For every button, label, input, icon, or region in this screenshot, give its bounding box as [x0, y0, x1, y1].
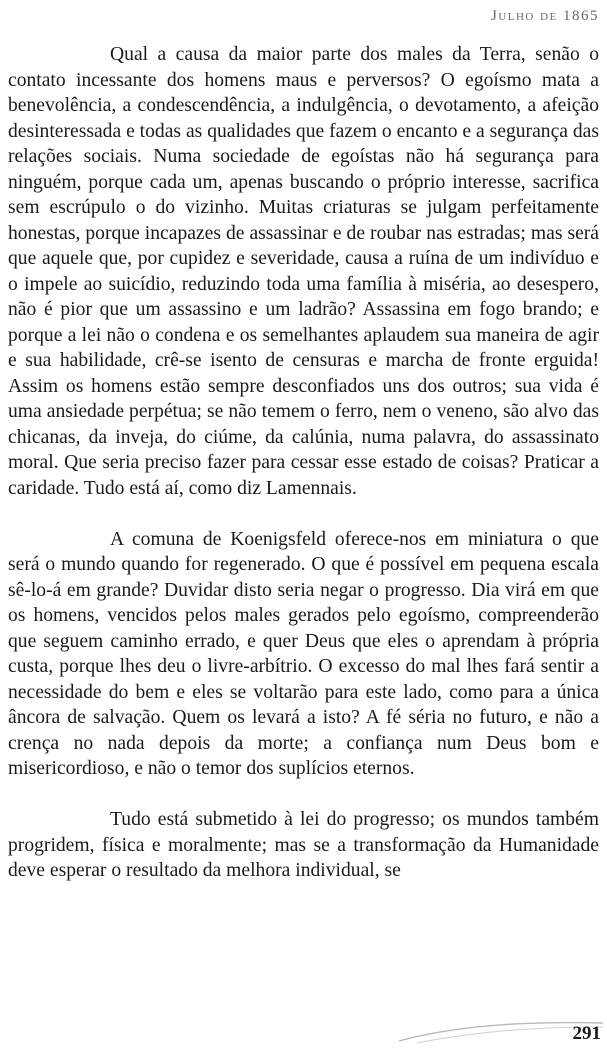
paragraph: A comuna de Koenigsfeld oferece-nos em miniatura o que será o mundo quando for regenerado. O que é possível em pequena escala sê-lo-á em grande? Duvidar disto seria negar o progresso. Dia virá em que os homens, vencidos pelos males gerados pelo egoísmo, compreenderão que seguem caminho errado, e quer Deus que eles o aprendam à própria custa, porque lhes deu o livre-arbítrio. O excesso do mal lhes fará sentir a necessidade do bem e eles se voltarão para este lado, como para a única âncora de salvação. Quem os levará a isto? A fé séria no futuro, e não a crença no nada depois da morte; a confiança num Deus bom e misericordioso, e não o temor dos suplícios eternos.: [8, 528, 599, 779]
paragraph: Qual a causa da maior parte dos males da Terra, senão o contato incessante dos homens maus e perversos? O egoísmo mata a benevolência, a condescendência, a indulgência, o devotamento, a afeição desinteressada e todas as qualidades que fazem o encanto e a segurança das relações sociais. Numa sociedade de egoístas não há segurança para ninguém, porque cada um, apenas buscando o próprio interesse, sacrifica sem escrúpulo o do vizinho. Muitas criaturas se julgam perfeitamente honestas, porque incapazes de assassinar e de roubar nas estradas; mas será que aquele que, por cupidez e severidade, causa a ruína de um indivíduo e o impele ao suicídio, reduzindo toda uma família à miséria, ao desespero, não é pior que um assassino e um ladrão? Assassina em fogo brando; e porque a lei não o condena e os semelhantes aplaudem sua maneira de agir e sua habilidade, crê-se isento de censuras e marcha de fronte erguida! Assim os homens estão sempre desconfiados uns dos outros; sua vida é uma ansiedade perpétua; se não temem o ferro, nem o veneno, são alvo das chicanas, da inveja, do ciúme, da calúnia, numa palavra, do assassinato moral. Que seria preciso fazer para cessar esse estado de coisas? Praticar a caridade. Tudo está aí, como diz Lamennais.: [8, 44, 599, 499]
page-number: 291: [572, 1023, 601, 1044]
paragraph: Tudo está submetido à lei do progresso; os mundos também progridem, física e moralmente; mas se a transformação da Humanidade deve esperar o resultado da melhora individual, se: [8, 809, 599, 881]
page-body: [8, 42, 599, 884]
running-head: Julho de 1865: [490, 8, 599, 24]
